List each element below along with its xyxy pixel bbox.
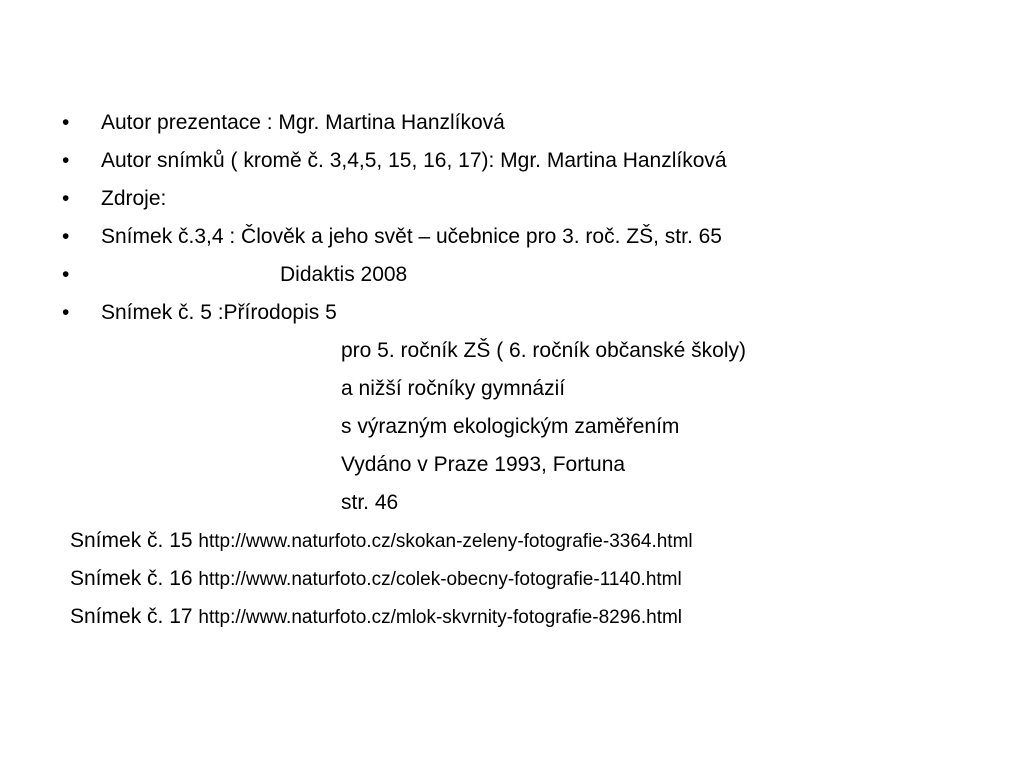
bullet: • <box>62 263 70 286</box>
list-item-text: Snímek č.3,4 : Člověk a jeho svět – učebnice pro 3. roč. ZŠ, str. 65 <box>101 225 722 248</box>
bullet: • <box>62 301 70 324</box>
continuation-text: str. 46 <box>341 491 399 514</box>
bullet: • <box>62 111 70 134</box>
source-url: http://www.naturfoto.cz/mlok-skvrnity-fotografie-8296.html <box>198 607 683 628</box>
bullet: • <box>62 225 70 248</box>
source-entry <box>70 528 693 555</box>
source-url: http://www.naturfoto.cz/skokan-zeleny-fotografie-3364.html <box>198 531 693 552</box>
source-label: Snímek č. 16 <box>70 567 199 590</box>
list-item-text: Autor snímků ( kromě č. 3,4,5, 15, 16, 17): Mgr. Martina Hanzlíková <box>101 149 727 172</box>
list-item-text: Zdroje: <box>101 187 167 210</box>
continuation-text: a nižší ročníky gymnázií <box>341 377 566 400</box>
source-entry <box>70 566 682 593</box>
source-label: Snímek č. 17 <box>70 605 199 628</box>
continuation-text: s výrazným ekologickým zaměřením <box>341 415 680 438</box>
source-url: http://www.naturfoto.cz/colek-obecny-fotografie-1140.html <box>198 569 682 590</box>
continuation-text: Vydáno v Praze 1993, Fortuna <box>341 453 626 476</box>
continuation-text: pro 5. ročník ZŠ ( 6. ročník občanské školy) <box>341 339 746 362</box>
list-item-text: Autor prezentace : Mgr. Martina Hanzlíková <box>101 111 505 134</box>
source-entry <box>70 604 682 631</box>
bullet: • <box>62 149 70 172</box>
list-item-text: Snímek č. 5 :Přírodopis 5 <box>101 301 337 324</box>
list-item-text: Didaktis 2008 <box>280 263 408 286</box>
bullet: • <box>62 187 70 210</box>
source-label: Snímek č. 15 <box>70 529 199 552</box>
